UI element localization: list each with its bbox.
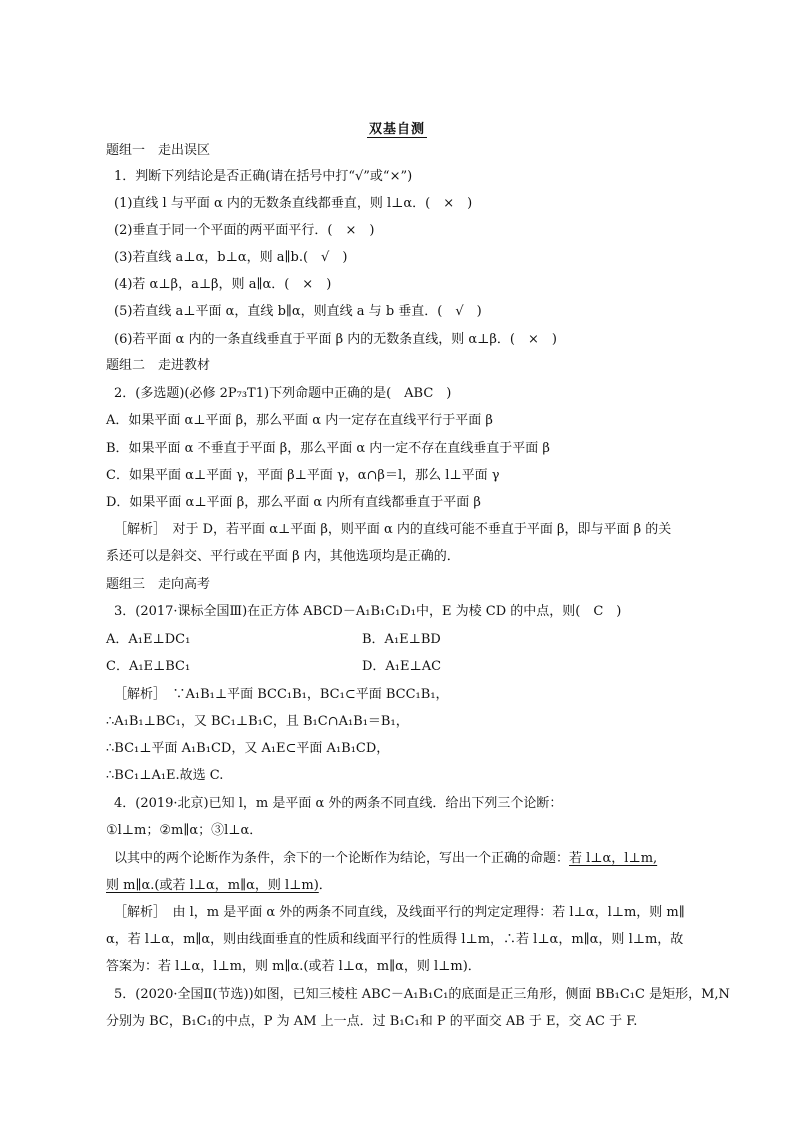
analysis-3-line-2: ∴A₁B₁⊥BC₁，又 BC₁⊥B₁C，且 B₁C∩A₁B₁＝B₁， <box>106 714 409 729</box>
statement-5: (5)若直线 a⊥平面 α，直线 b∥α，则直线 a 与 b 垂直．( √ ) <box>114 304 482 319</box>
question-3: 3．(2017·课标全国Ⅲ)在正方体 ABCD－A₁B₁C₁D₁中，E 为棱 CD 的中点，则( C ) <box>114 604 622 619</box>
q3-option-d: D．A₁E⊥AC <box>362 659 442 674</box>
answer-4-part-2: 则 m∥α.(或若 l⊥α，m∥α，则 l⊥m) <box>106 878 319 893</box>
question-4-conditions: ①l⊥m；②m∥α；③l⊥α． <box>106 823 263 838</box>
q3-option-a: A．A₁E⊥DC₁ <box>106 632 191 647</box>
option-2d: D．如果平面 α⊥平面 β，那么平面 α 内所有直线都垂直于平面 β <box>106 495 481 510</box>
q3-option-b: B．A₁E⊥BD <box>362 632 441 647</box>
question-4-answer-line: 则 m∥α.(或若 l⊥α，m∥α，则 l⊥m)． <box>106 878 332 893</box>
statement-3: (3)若直线 a⊥α，b⊥α，则 a∥b.( √ ) <box>114 250 348 265</box>
analysis-4-line-2: α，若 l⊥α，m∥α，则由线面垂直的性质和线面平行的性质得 l⊥m，∴若 l⊥α，m∥α，则 l⊥m，故 <box>106 932 684 947</box>
question-1: 1．判断下列结论是否正确(请在括号中打“√”或“×”) <box>114 169 413 184</box>
option-2b: B．如果平面 α 不垂直于平面 β，那么平面 α 内一定不存在直线垂直于平面 β <box>106 441 550 456</box>
statement-1: (1)直线 l 与平面 α 内的无数条直线都垂直，则 l⊥α．( × ) <box>114 196 473 211</box>
statement-4: (4)若 α⊥β，a⊥β，则 a∥α．( × ) <box>114 277 332 292</box>
answer-4-part-1: 若 l⊥α，l⊥m, <box>569 851 658 866</box>
question-4: 4．(2019·北京)已知 l，m 是平面 α 外的两条不同直线．给出下列三个论断： <box>114 796 563 811</box>
statement-6: (6)若平面 α 内的一条直线垂直于平面 β 内的无数条直线，则 α⊥β．( × ) <box>114 332 557 347</box>
option-2a: A．如果平面 α⊥平面 β，那么平面 α 内一定存在直线平行于平面 β <box>106 413 493 428</box>
q3-option-c: C．A₁E⊥BC₁ <box>106 659 191 674</box>
analysis-4-line-3: 答案为：若 l⊥α，l⊥m，则 m∥α.(或若 l⊥α，m∥α，则 l⊥m)． <box>106 959 481 974</box>
analysis-3-line-1: ［解析］ ∵A₁B₁⊥平面 BCC₁B₁，BC₁⊂平面 BCC₁B₁， <box>114 687 449 702</box>
question-5-line-1: 5．(2020·全国Ⅱ(节选))如图，已知三棱柱 ABC－A₁B₁C₁的底面是正三角形，侧面 BB₁C₁C 是矩形，M,N <box>114 987 730 1002</box>
statement-2: (2)垂直于同一个平面的两平面平行．( × ) <box>114 223 375 238</box>
question-4-prompt: 以其中的两个论断作为条件，余下的一个论断作为结论，写出一个正确的命题：若 l⊥α，l⊥m, <box>114 851 658 866</box>
option-2c: C．如果平面 α⊥平面 γ，平面 β⊥平面 γ，α∩β＝l，那么 l⊥平面 γ <box>106 468 500 483</box>
question-5-line-2: 分别为 BC，B₁C₁的中点，P 为 AM 上一点．过 B₁C₁和 P 的平面交 AB 于 E，交 AC 于 F. <box>106 1014 638 1029</box>
analysis-4-line-1: ［解析］ 由 l，m 是平面 α 外的两条不同直线，及线面平行的判定定理得：若 l⊥α，l⊥m，则 m∥ <box>114 905 685 920</box>
analysis-2-line-2: 系还可以是斜交、平行或在平面 β 内，其他选项均是正确的． <box>106 549 460 564</box>
group-title-2: 题组二 走进教材 <box>106 358 211 373</box>
group-title-3: 题组三 走向高考 <box>106 577 211 592</box>
question-2: 2．(多选题)(必修 2P₇₃T1)下列命题中正确的是( ABC ) <box>114 386 452 401</box>
analysis-3-line-3: ∴BC₁⊥平面 A₁B₁CD，又 A₁E⊂平面 A₁B₁CD， <box>106 741 390 756</box>
analysis-2-line-1: ［解析］ 对于 D，若平面 α⊥平面 β，则平面 α 内的直线可能不垂直于平面 β，即与平面 β 的关 <box>114 522 672 537</box>
analysis-3-line-4: ∴BC₁⊥A₁E.故选 C. <box>106 768 224 783</box>
group-title-1: 题组一 走出误区 <box>106 143 211 158</box>
section-heading: 双基自测 <box>368 122 425 137</box>
